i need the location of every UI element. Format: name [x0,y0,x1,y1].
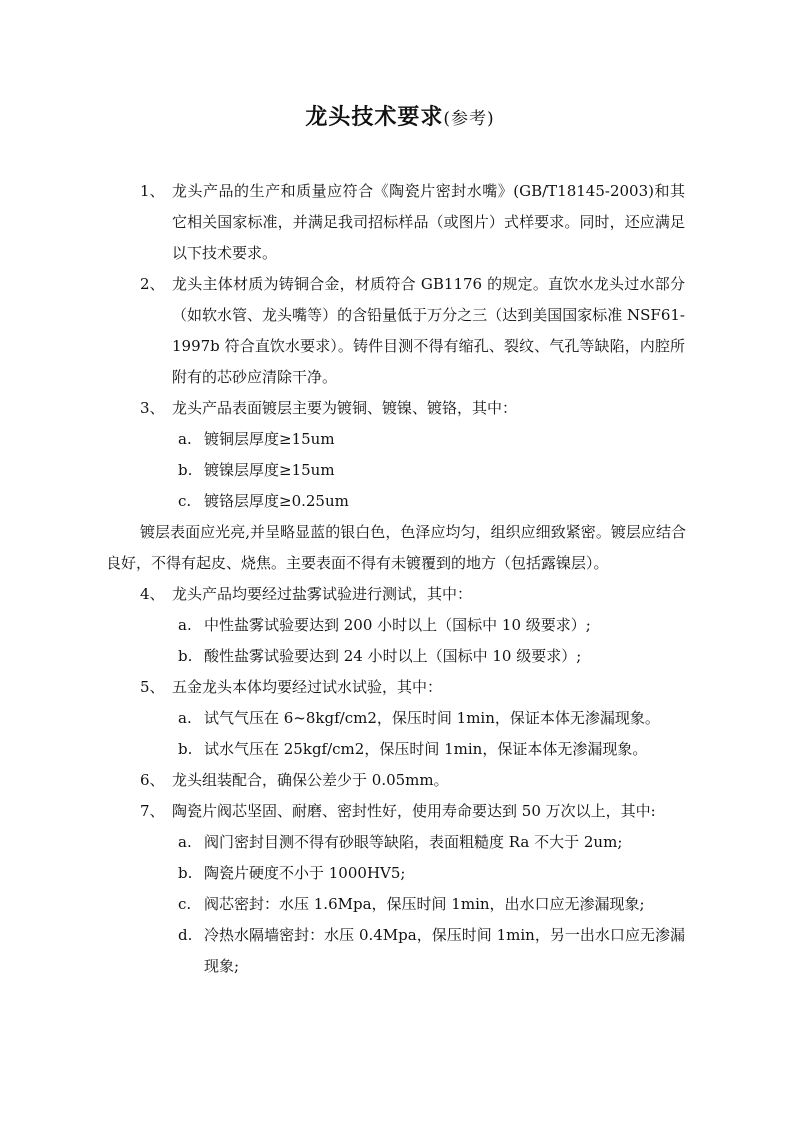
subclause-text: 镀铜层厚度≥15um [204,430,335,448]
subclause-5b [140,734,685,765]
subclause-3b [140,455,685,486]
clause-text: 五金龙头本体均要经过试水试验，其中： [172,678,443,696]
clause-number: 1、 [140,182,165,200]
subclause-letter: c. [178,895,192,913]
subclause-text: 试气气压在 6~8kgf/cm2，保压时间 1min，保证本体无渗漏现象。 [204,709,660,727]
subclause-4b [140,641,685,672]
subclause-text: 试水气压在 25kgf/cm2，保压时间 1min，保证本体无渗漏现象。 [204,740,648,758]
clause-5 [140,672,685,703]
subclause-letter: b. [178,647,193,665]
subclause-7d [140,920,685,982]
clause-text: 龙头产品均要经过盐雾试验进行测试，其中： [172,585,473,603]
clause-6 [140,765,685,796]
clause-number: 5、 [140,678,165,696]
subclause-letter: b. [178,740,193,758]
clause-text: 陶瓷片阀芯坚固、耐磨、密封性好，使用寿命要达到 50 万次以上，其中: [172,802,656,820]
subclause-letter: a. [178,709,192,727]
subclause-3a [140,424,685,455]
clause-text: 龙头主体材质为铸铜合金，材质符合 GB1176 的规定。直饮水龙头过水部分（如软水管、龙头嘴等）的含铅量低于万分之三（达到美国国家标准 NSF61-1997b 符合直饮水要求）。铸件目测不得有缩孔、裂纹、气孔等缺陷，内腔所附有的芯砂应清除干净。 [172,275,685,386]
clause-number: 7、 [140,802,165,820]
clause-number: 4、 [140,585,165,603]
subclause-text: 中性盐雾试验要达到 200 小时以上（国标中 10 级要求）; [204,616,591,634]
clause-number: 2、 [140,275,165,293]
subclause-letter: c. [178,492,192,510]
subclause-text: 陶瓷片硬度不小于 1000HV5; [204,864,406,882]
subclause-text: 镀铬层厚度≥0.25um [204,492,349,510]
document-body [106,176,686,982]
clause-text: 龙头产品的生产和质量应符合《陶瓷片密封水嘴》(GB/T18145-2003)和其它相关国家标准，并满足我司招标样品（或图片）式样要求。同时，还应满足以下技术要求。 [172,182,685,262]
subclause-letter: b. [178,461,193,479]
subclause-7a [140,827,685,858]
subclause-letter: a. [178,430,192,448]
clause-2 [140,269,685,393]
subclause-7b [140,858,685,889]
subclause-text: 阀门密封目测不得有砂眼等缺陷，表面粗糙度 Ra 不大于 2um; [204,833,623,851]
subclause-letter: a. [178,616,192,634]
subclause-text: 镀镍层厚度≥15um [204,461,335,479]
subclause-7c [140,889,685,920]
subclause-4a [140,610,685,641]
clause-text: 龙头组装配合，确保公差少于 0.05mm。 [172,771,449,789]
clause-7 [140,796,685,827]
clause-number: 3、 [140,399,165,417]
clause-3 [140,393,685,424]
clause-number: 6、 [140,771,165,789]
subclause-3c [140,486,685,517]
clause-4 [140,579,685,610]
subclause-letter: a. [178,833,192,851]
subclause-text: 酸性盐雾试验要达到 24 小时以上（国标中 10 级要求）; [204,647,582,665]
page-title [0,100,800,131]
title-main: 龙头技术要求 [305,105,444,130]
subclause-5a [140,703,685,734]
clause-text: 龙头产品表面镀层主要为镀铜、镀镍、镀铬，其中： [172,399,518,417]
subclause-text: 阀芯密封：水压 1.6Mpa，保压时间 1min，出水口应无渗漏现象; [204,895,645,913]
plating-note-paragraph: 镀层表面应光亮,并呈略显蓝的银白色，色泽应均匀，组织应细致紧密。镀层应结合良好，不得有起皮、烧焦。主要表面不得有未镀覆到的地方（包括露镍层）。 [106,523,686,572]
subclause-text: 冷热水隔墙密封：水压 0.4Mpa，保压时间 1min，另一出水口应无渗漏现象; [204,926,685,975]
title-note: (参考) [443,109,495,129]
clause-1 [140,176,685,269]
subclause-letter: d. [178,926,193,944]
subclause-letter: b. [178,864,193,882]
